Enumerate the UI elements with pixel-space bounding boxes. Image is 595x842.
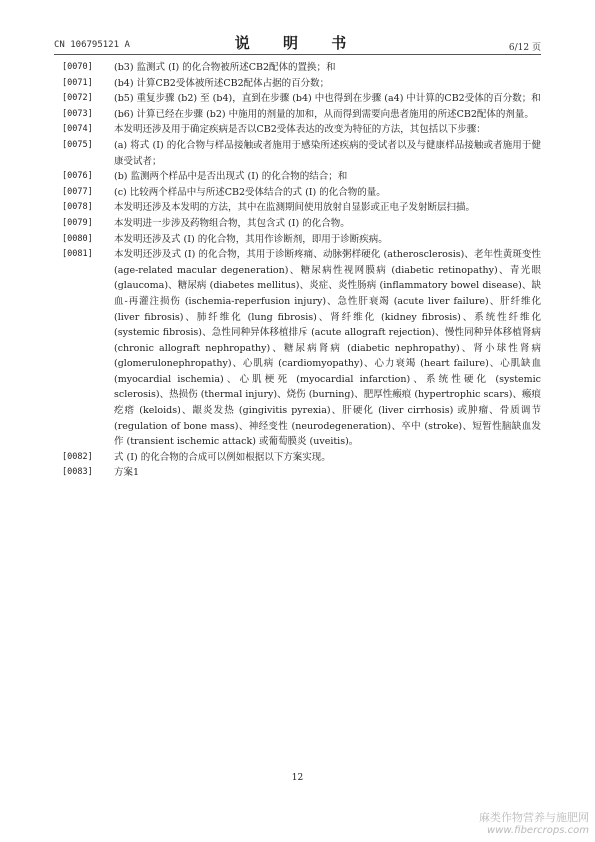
paragraph-text: (b4) 计算CB2受体被所述CB2配体占据的百分数； bbox=[114, 77, 330, 89]
paragraph bbox=[62, 232, 541, 248]
document-title: 说 明 书 bbox=[234, 34, 361, 52]
paragraph-number: [0080] bbox=[62, 233, 93, 244]
paragraph bbox=[62, 76, 541, 92]
page-header bbox=[54, 28, 541, 54]
paragraph-number: [0082] bbox=[62, 451, 93, 462]
paragraph-number: [0070] bbox=[62, 62, 93, 72]
paragraph bbox=[62, 200, 541, 216]
paragraph-number: [0072] bbox=[62, 93, 93, 104]
paragraph-number: [0079] bbox=[62, 217, 93, 228]
paragraph-text: 方案1 bbox=[114, 467, 140, 479]
page-indicator: 6/12 页 bbox=[508, 43, 541, 53]
document-body bbox=[62, 60, 541, 481]
watermark-url: www.fibercrops.com bbox=[487, 825, 589, 836]
site-watermark bbox=[479, 809, 589, 836]
header-divider bbox=[54, 54, 541, 55]
paragraph-text: 本发明还涉及用于确定疾病是否以CB2受体表达的改变为特征的方法，其包括以下步骤： bbox=[114, 124, 486, 136]
paragraph bbox=[62, 169, 541, 185]
paragraph-text: 本发明还涉及式 (I) 的化合物，其用作诊断剂，即用于诊断疾病。 bbox=[114, 233, 388, 245]
paragraph bbox=[62, 107, 541, 123]
paragraph bbox=[62, 247, 541, 450]
paragraph bbox=[62, 450, 541, 466]
paragraph bbox=[62, 216, 541, 232]
paragraph bbox=[62, 465, 541, 481]
paragraph-text: (b3) 监测式 (I) 的化合物被所述CB2配体的置换；和 bbox=[114, 62, 336, 73]
paragraph-text: 本发明还涉及本发明的方法，其中在监测期间使用放射自显影或正电子发射断层扫描。 bbox=[114, 202, 476, 214]
patent-number: CN 106795121 A bbox=[54, 40, 130, 50]
paragraph bbox=[62, 185, 541, 201]
watermark-title: 麻类作物营养与施肥网 bbox=[479, 811, 589, 824]
paragraph-number: [0073] bbox=[62, 108, 93, 119]
paragraph-text: 本发明进一步涉及药物组合物，其包含式 (I) 的化合物。 bbox=[114, 217, 350, 229]
paragraph-number: [0075] bbox=[62, 139, 93, 150]
paragraph-number: [0081] bbox=[62, 249, 93, 260]
paragraph-text: (b6) 计算已经在步骤 (b2) 中施用的剂量的加和，从而得到需要向患者施用的所述CB2配体的剂量。 bbox=[114, 108, 534, 120]
paragraph bbox=[62, 138, 541, 169]
paragraph bbox=[62, 91, 541, 107]
paragraph-number: [0078] bbox=[62, 202, 93, 213]
paragraph-text: (a) 将式 (I) 的化合物与样品接触或者施用于感染所述疾病的受试者以及与健康样品接触或者施用于健康受试者； bbox=[114, 139, 541, 167]
paragraph-number: [0077] bbox=[62, 186, 93, 197]
paragraph-number: [0083] bbox=[62, 467, 93, 478]
paragraph-number: [0071] bbox=[62, 77, 93, 88]
paragraph-text: (c) 比较两个样品中与所述CB2受体结合的式 (I) 的化合物的量。 bbox=[114, 186, 386, 198]
paragraph-text: (b) 监测两个样品中是否出现式 (I) 的化合物的结合；和 bbox=[114, 171, 348, 183]
paragraph bbox=[62, 60, 541, 76]
page-number: 12 bbox=[291, 773, 304, 783]
paragraph-text: 式 (I) 的化合物的合成可以例如根据以下方案实现。 bbox=[114, 451, 331, 463]
paragraph-number: [0074] bbox=[62, 124, 93, 135]
paragraph-text: (b5) 重复步骤 (b2) 至 (b4)，直到在步骤 (b4) 中也得到在步骤 (a4) 中计算的CB2受体的百分数；和 bbox=[114, 93, 541, 105]
paragraph bbox=[62, 122, 541, 138]
paragraph-number: [0076] bbox=[62, 171, 93, 182]
paragraph-text: 本发明还涉及式 (I) 的化合物，其用于诊断疼痛、动脉粥样硬化 (atherosclerosis)、老年性黄斑变性 (age-related macular degeneration)、糖尿病性视网膜病 (diabetic retinopathy)、青光眼 (glaucoma)、糖尿病 (diabetes mellitus)、炎症、炎性肠病 (inflammatory bowel disease)、缺血-再灌注损伤 (ischemia-reperfusion injury)、急性肝衰竭 (acute liver failure)、肝纤维化 (liver fibrosis)、肺纤维化 (lung fibrosis)、肾纤维化 (kidney fibrosis)、系统性纤维化 (systemic fibrosis)、急性同种异体移植排斥 (acute allograft rejection)、慢性同种异体移植肾病 (chronic allograft nephropathy)、糖尿病肾病 (diabetic nephropathy)、肾小球性肾病 (glomerulonephropathy)、心肌病 (cardiomyopathy)、心力衰竭 (heart failure)、心肌缺血 (myocardial ischemia)、心肌梗死 (myocardial infarction)、系统性硬化 (systemic sclerosis)、热损伤 (thermal injury)、烧伤 (burning)、肥厚性瘢痕 (hypertrophic scars)、瘢痕疙瘩 (keloids)、龈炎发热 (gingivitis pyrexia)、肝硬化 (liver cirrhosis) 或肿瘤、骨质调节 (regulation of bone mass)、神经变性 (neurodegeneration)、卒中 (stroke)、短暂性脑缺血发作 (transient ischemic attack) 或葡萄膜炎 (uveitis)。 bbox=[114, 249, 541, 448]
